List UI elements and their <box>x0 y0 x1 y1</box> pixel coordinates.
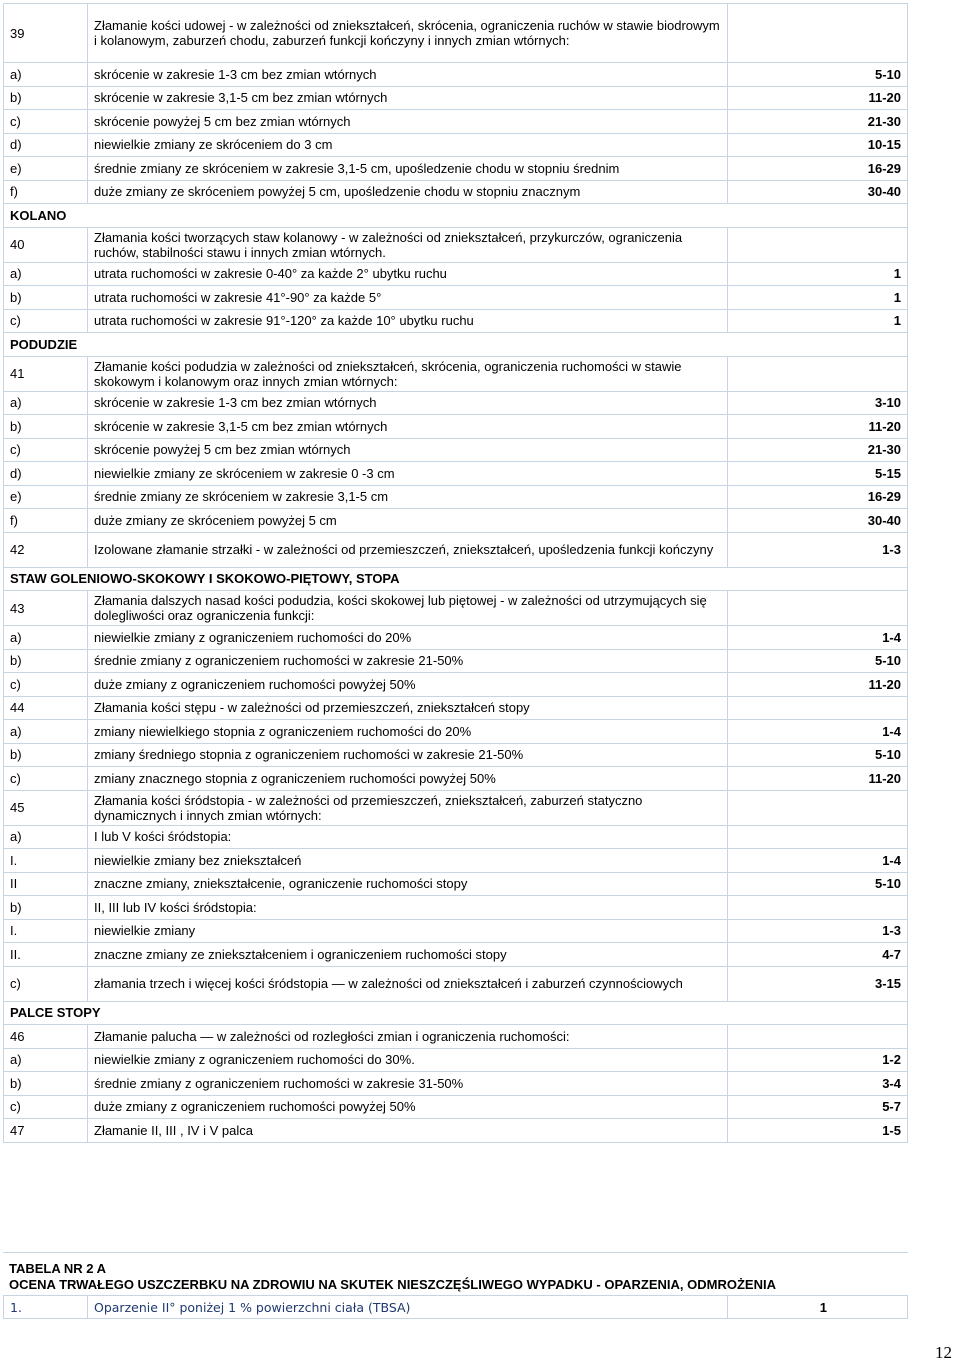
table-row <box>4 1296 908 1319</box>
row-description: utrata ruchomości w zakresie 41°-90° za każde 5° <box>88 286 728 310</box>
row-description: niewielkie zmiany ze skróceniem w zakresie 0 -3 cm <box>88 462 728 486</box>
row-key: a) <box>4 626 88 650</box>
row-description: niewielkie zmiany ze skróceniem do 3 cm <box>88 133 728 157</box>
row-description: skrócenie powyżej 5 cm bez zmian wtórnych <box>88 110 728 134</box>
table-row <box>4 391 908 415</box>
row-value: 21-30 <box>728 110 908 134</box>
row-value: 11-20 <box>728 767 908 791</box>
table-row <box>4 63 908 87</box>
row-description: niewielkie zmiany <box>88 919 728 943</box>
table-row <box>4 86 908 110</box>
row-value: 16-29 <box>728 485 908 509</box>
table-row <box>4 509 908 533</box>
row-key: 42 <box>4 532 88 567</box>
row-value: 5-10 <box>728 743 908 767</box>
row-description: I lub V kości śródstopia: <box>88 825 728 849</box>
table-row <box>4 919 908 943</box>
row-value <box>728 896 908 920</box>
row-key: II. <box>4 943 88 967</box>
row-description: zmiany niewielkiego stopnia z ograniczeniem ruchomości do 20% <box>88 720 728 744</box>
row-key: 44 <box>4 696 88 720</box>
table-row <box>4 591 908 626</box>
row-key: 46 <box>4 1025 88 1049</box>
document-page <box>3 3 908 1143</box>
row-key: a) <box>4 63 88 87</box>
table-row <box>4 262 908 286</box>
row-key: I. <box>4 849 88 873</box>
row-description: zmiany średniego stopnia z ograniczeniem ruchomości w zakresie 21-50% <box>88 743 728 767</box>
row-value: 5-10 <box>728 872 908 896</box>
row-key: 40 <box>4 227 88 262</box>
row-key: b) <box>4 415 88 439</box>
table-row <box>4 438 908 462</box>
row-key: c) <box>4 1095 88 1119</box>
row-value <box>728 227 908 262</box>
section-heading: KOLANO <box>4 204 908 228</box>
row-key: c) <box>4 673 88 697</box>
row-value: 11-20 <box>728 86 908 110</box>
section-row <box>4 333 908 357</box>
table-row <box>4 872 908 896</box>
table-row <box>4 825 908 849</box>
row-description: Złamanie palucha — w zależności od rozległości zmian i ograniczenia ruchomości: <box>88 1025 728 1049</box>
row-description: utrata ruchomości w zakresie 0-40° za każde 2° ubytku ruchu <box>88 262 728 286</box>
row-key: d) <box>4 133 88 157</box>
row-value: 5-10 <box>728 63 908 87</box>
table-row <box>4 1095 908 1119</box>
row-key: 39 <box>4 4 88 63</box>
table-row <box>4 1025 908 1049</box>
row-description: Złamania kości tworzących staw kolanowy - w zależności od zniekształceń, przykurczów, ograniczenia ruchów, stabilności stawu i innych zmian wtórnych. <box>88 227 728 262</box>
row-value: 1 <box>728 286 908 310</box>
table-row <box>4 485 908 509</box>
row-description: niewielkie zmiany z ograniczeniem ruchomości do 20% <box>88 626 728 650</box>
row-value: 1-2 <box>728 1048 908 1072</box>
row-value: 1-3 <box>728 532 908 567</box>
row-key: f) <box>4 509 88 533</box>
page-number: 12 <box>935 1343 952 1362</box>
row-description: znaczne zmiany, zniekształcenie, ograniczenie ruchomości stopy <box>88 872 728 896</box>
row-value: 5-10 <box>728 649 908 673</box>
row-key: b) <box>4 86 88 110</box>
row-description: duże zmiany z ograniczeniem ruchomości powyżej 50% <box>88 673 728 697</box>
row-description: Oparzenie II° poniżej 1 % powierzchni ciała (TBSA) <box>88 1296 728 1319</box>
row-value: 1-5 <box>728 1119 908 1143</box>
row-description: średnie zmiany z ograniczeniem ruchomości w zakresie 31-50% <box>88 1072 728 1096</box>
row-description: znaczne zmiany ze zniekształceniem i ograniczeniem ruchomości stopy <box>88 943 728 967</box>
row-description: skrócenie w zakresie 1-3 cm bez zmian wtórnych <box>88 391 728 415</box>
section-row <box>4 567 908 591</box>
row-key: 41 <box>4 356 88 391</box>
row-description: II, III lub IV kości śródstopia: <box>88 896 728 920</box>
row-value <box>728 790 908 825</box>
row-value: 5-15 <box>728 462 908 486</box>
row-value: 30-40 <box>728 509 908 533</box>
row-key: 45 <box>4 790 88 825</box>
row-description: Złamania kości śródstopia - w zależności od przemieszczeń, zniekształceń, zaburzeń statyczno dynamicznych i innych zmian wtórnych: <box>88 790 728 825</box>
table-row <box>4 720 908 744</box>
burns-table <box>3 1295 908 1319</box>
row-key: c) <box>4 110 88 134</box>
row-key: e) <box>4 157 88 181</box>
row-key: d) <box>4 462 88 486</box>
row-description: duże zmiany ze skróceniem powyżej 5 cm <box>88 509 728 533</box>
row-description: Złamanie kości udowej - w zależności od zniekształceń, skrócenia, ograniczenia ruchów w stawie biodrowym i kolanowym, zaburzeń chodu, zaburzeń funkcji kończyny i innych zmian wtórnych: <box>88 4 728 63</box>
row-key: II <box>4 872 88 896</box>
row-description: złamania trzech i więcej kości śródstopia — w zależności od zniekształceń i zaburzeń czynnościowych <box>88 966 728 1001</box>
row-key: a) <box>4 1048 88 1072</box>
row-key: 43 <box>4 591 88 626</box>
row-value: 1-4 <box>728 849 908 873</box>
row-value: 1-3 <box>728 919 908 943</box>
table-2a-header <box>3 1252 908 1295</box>
row-key: b) <box>4 896 88 920</box>
row-description: Złamania kości stępu - w zależności od przemieszczeń, zniekształceń stopy <box>88 696 728 720</box>
row-value <box>728 356 908 391</box>
row-value: 10-15 <box>728 133 908 157</box>
row-value: 1-4 <box>728 720 908 744</box>
row-value: 1-4 <box>728 626 908 650</box>
row-key: c) <box>4 438 88 462</box>
row-key: b) <box>4 649 88 673</box>
table-row <box>4 110 908 134</box>
row-key: a) <box>4 825 88 849</box>
row-value: 11-20 <box>728 673 908 697</box>
table-row <box>4 462 908 486</box>
row-value <box>728 825 908 849</box>
table-2a-title: TABELA NR 2 A <box>9 1261 107 1276</box>
table-row <box>4 356 908 391</box>
table-row <box>4 849 908 873</box>
table-2a-subtitle: OCENA TRWAŁEGO USZCZERBKU NA ZDROWIU NA SKUTEK NIESZCZĘŚLIWEGO WYPADKU - OPARZENIA, ODMROŻENIA <box>9 1277 776 1292</box>
row-key: I. <box>4 919 88 943</box>
table-row <box>4 966 908 1001</box>
table-row <box>4 157 908 181</box>
row-value: 1 <box>728 1296 908 1319</box>
row-key: b) <box>4 1072 88 1096</box>
row-description: utrata ruchomości w zakresie 91°-120° za każde 10° ubytku ruchu <box>88 309 728 333</box>
row-key: c) <box>4 767 88 791</box>
table-row <box>4 180 908 204</box>
table-row <box>4 415 908 439</box>
row-value: 3-4 <box>728 1072 908 1096</box>
row-value: 30-40 <box>728 180 908 204</box>
row-key: e) <box>4 485 88 509</box>
row-description: skrócenie powyżej 5 cm bez zmian wtórnych <box>88 438 728 462</box>
row-description: Złamanie kości podudzia w zależności od zniekształceń, skrócenia, ograniczenia ruchomości w stawie skokowym i kolanowym oraz innych zmian wtórnych: <box>88 356 728 391</box>
table-row <box>4 1072 908 1096</box>
row-value: 11-20 <box>728 415 908 439</box>
table-2a <box>3 1252 908 1319</box>
row-description: Izolowane złamanie strzałki - w zależności od przemieszczeń, zniekształceń, upośledzenia funkcji kończyny <box>88 532 728 567</box>
row-key: c) <box>4 966 88 1001</box>
row-value <box>728 696 908 720</box>
row-key: c) <box>4 309 88 333</box>
row-value: 21-30 <box>728 438 908 462</box>
table-row <box>4 626 908 650</box>
table-row <box>4 1119 908 1143</box>
row-description: średnie zmiany ze skróceniem w zakresie 3,1-5 cm <box>88 485 728 509</box>
row-key: b) <box>4 286 88 310</box>
row-value: 16-29 <box>728 157 908 181</box>
table-row <box>4 673 908 697</box>
table-row <box>4 790 908 825</box>
table-row <box>4 1048 908 1072</box>
row-key: a) <box>4 720 88 744</box>
row-key: 47 <box>4 1119 88 1143</box>
row-key: 1. <box>4 1296 88 1319</box>
row-key: a) <box>4 262 88 286</box>
row-description: Złamanie II, III , IV i V palca <box>88 1119 728 1143</box>
row-key: f) <box>4 180 88 204</box>
injury-table <box>3 3 908 1143</box>
table-row <box>4 133 908 157</box>
row-description: średnie zmiany z ograniczeniem ruchomości w zakresie 21-50% <box>88 649 728 673</box>
table-row <box>4 4 908 63</box>
table-row <box>4 943 908 967</box>
row-value <box>728 4 908 63</box>
row-value <box>728 1025 908 1049</box>
row-description: średnie zmiany ze skróceniem w zakresie 3,1-5 cm, upośledzenie chodu w stopniu średnim <box>88 157 728 181</box>
table-row <box>4 896 908 920</box>
row-description: niewielkie zmiany bez zniekształceń <box>88 849 728 873</box>
table-row <box>4 743 908 767</box>
table-row <box>4 309 908 333</box>
row-description: skrócenie w zakresie 3,1-5 cm bez zmian wtórnych <box>88 415 728 439</box>
section-heading: STAW GOLENIOWO-SKOKOWY I SKOKOWO-PIĘTOWY, STOPA <box>4 567 908 591</box>
row-value: 3-15 <box>728 966 908 1001</box>
table-row <box>4 532 908 567</box>
row-description: duże zmiany ze skróceniem powyżej 5 cm, upośledzenie chodu w stopniu znacznym <box>88 180 728 204</box>
row-description: Złamania dalszych nasad kości podudzia, kości skokowej lub piętowej - w zależności od utrzymujących się dolegliwości oraz ograniczenia funkcji: <box>88 591 728 626</box>
row-description: niewielkie zmiany z ograniczeniem ruchomości do 30%. <box>88 1048 728 1072</box>
section-row <box>4 1001 908 1025</box>
row-value <box>728 591 908 626</box>
table-row <box>4 227 908 262</box>
row-description: duże zmiany z ograniczeniem ruchomości powyżej 50% <box>88 1095 728 1119</box>
row-value: 1 <box>728 262 908 286</box>
row-value: 5-7 <box>728 1095 908 1119</box>
row-description: skrócenie w zakresie 1-3 cm bez zmian wtórnych <box>88 63 728 87</box>
section-row <box>4 204 908 228</box>
row-description: skrócenie w zakresie 3,1-5 cm bez zmian wtórnych <box>88 86 728 110</box>
table-row <box>4 286 908 310</box>
row-value: 3-10 <box>728 391 908 415</box>
table-row <box>4 696 908 720</box>
section-heading: PALCE STOPY <box>4 1001 908 1025</box>
row-key: b) <box>4 743 88 767</box>
section-heading: PODUDZIE <box>4 333 908 357</box>
row-description: zmiany znacznego stopnia z ograniczeniem ruchomości powyżej 50% <box>88 767 728 791</box>
row-value: 1 <box>728 309 908 333</box>
table-row <box>4 649 908 673</box>
table-row <box>4 767 908 791</box>
row-key: a) <box>4 391 88 415</box>
row-value: 4-7 <box>728 943 908 967</box>
